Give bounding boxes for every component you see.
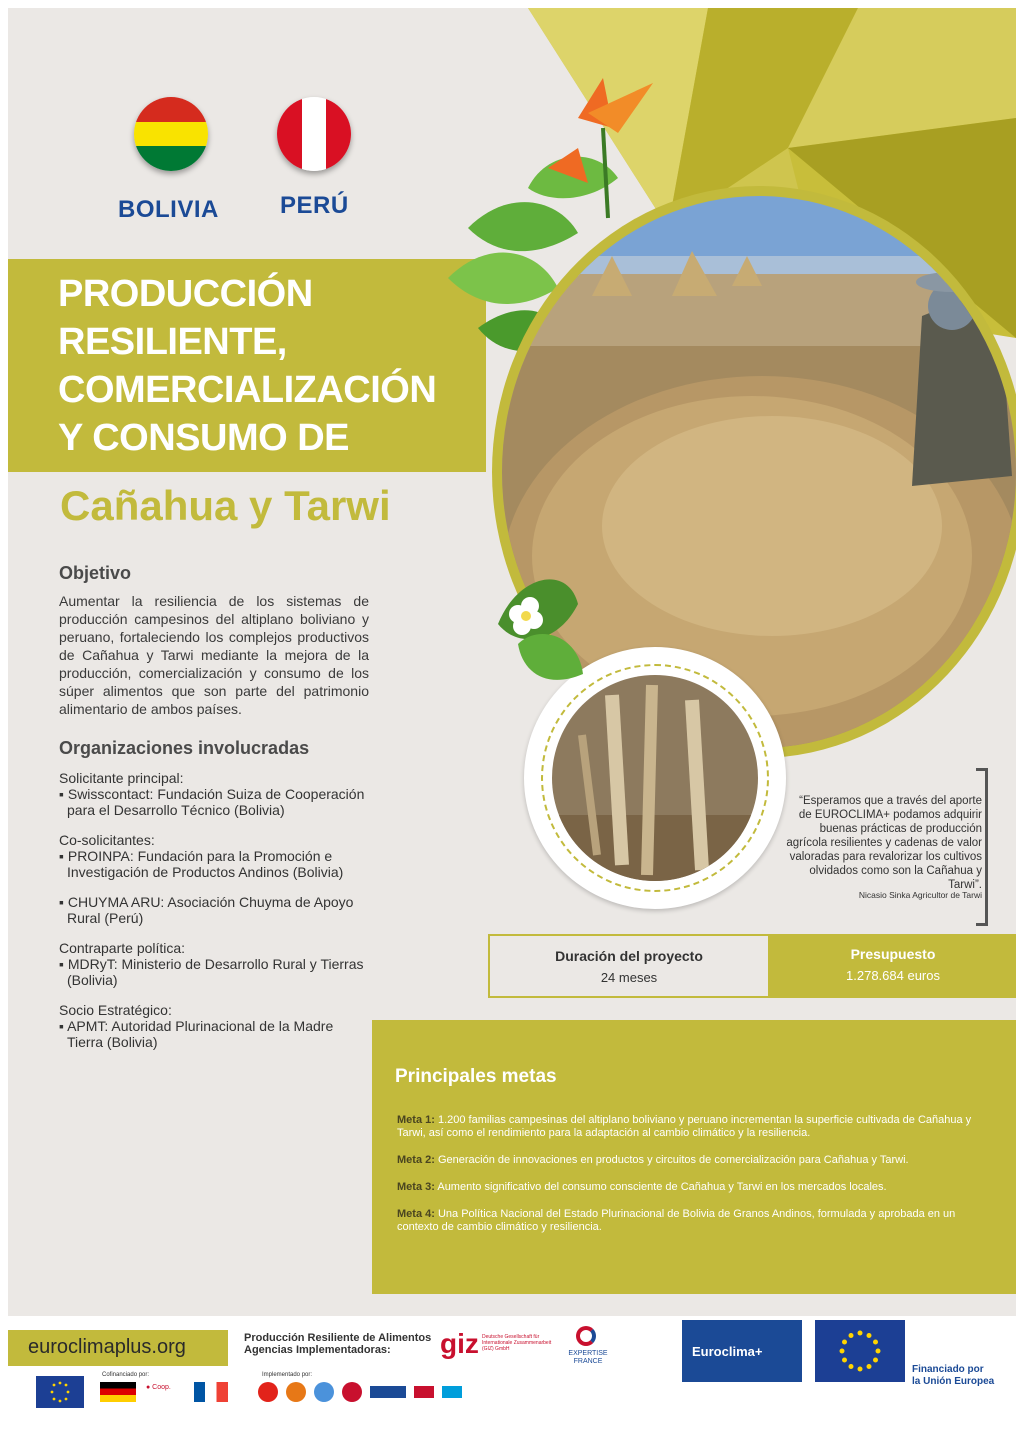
expertise-france-logo: EXPERTISE FRANCE: [568, 1350, 608, 1365]
duration-box: [488, 934, 770, 998]
org-group-political: Contraparte política: ▪ MDRyT: Ministerio de Desarrollo Rural y Tierras (Bolivia): [59, 940, 364, 988]
expertise-france-icon: [576, 1326, 596, 1346]
un-logo-icon: [314, 1382, 334, 1402]
goals-panel: [372, 1020, 1016, 1294]
bolivia-flag-icon: [134, 97, 208, 171]
page-subtitle: Cañahua y Tarwi: [60, 482, 391, 529]
tarwi-photo-dashed-ring: [541, 664, 769, 892]
un-environment-logo-icon: [442, 1386, 462, 1398]
budget-label: Presupuesto: [850, 946, 936, 962]
expertise-logo-icon: [342, 1382, 362, 1402]
peru-flag-icon: [277, 97, 351, 171]
organizations-heading: Organizaciones involucradas: [59, 738, 310, 758]
implementers-logos: [258, 1380, 498, 1404]
afd-logo-icon: [286, 1382, 306, 1402]
giz-small-logo-icon: [414, 1386, 434, 1398]
goal-item: Meta 2: Generación de innovaciones en productos y circuitos de comercialización para Cañahua y Tarwi.: [397, 1154, 909, 1166]
aecid-logo-icon: [258, 1382, 278, 1402]
footer-title: Producción Resiliente de Alimentos Agencias Implementadoras:: [244, 1332, 432, 1356]
cooperacion-espanola-logo-icon: ● Coop.: [146, 1384, 171, 1391]
goals-heading: Principales metas: [395, 1066, 557, 1087]
objective-heading: Objetivo: [59, 563, 132, 583]
implemented-label: Implementado por:: [262, 1372, 313, 1378]
eu-flag-icon: [815, 1320, 905, 1382]
poster: [8, 8, 1016, 1316]
flower-leaf-decoration-icon: [478, 564, 588, 694]
org-group-main: Solicitante principal: ▪ Swisscontact: Fundación Suiza de Cooperación para el Desarrollo Técnico (Bolivia): [59, 770, 365, 818]
country-bolivia: BOLIVIA: [118, 196, 219, 223]
organizations-list: [59, 770, 369, 1064]
footer: [0, 1316, 1024, 1442]
cofinanced-label: Cofinanciado por:: [102, 1372, 150, 1378]
org-group-co: Co-solicitantes: ▪ PROINPA: Fundación para la Promoción e Investigación de Productos Andinos (Bolivia) ▪ CHUYMA ARU: Asociación Chuyma de Apoyo Rural (Perú): [59, 832, 354, 926]
goal-item: Meta 4: Una Política Nacional del Estado Plurinacional de Bolivia de Granos Andinos, formulada y aprobada en un contexto de cambio climático y resiliencia.: [397, 1208, 956, 1233]
budget-value: 1.278.684 euros: [846, 968, 940, 983]
quote-text: “Esperamos que a través del aporte de EUROCLIMA+ podamos adquirir buenas prácticas de producción agrícola resilientes y cadenas de valor valoradas para revalorizar los cultivos olvidados como son la Cañahua y Tarwi”.: [786, 795, 982, 891]
euroclima-logo: Euroclima+: [682, 1320, 802, 1382]
country-peru: PERÚ: [280, 192, 349, 219]
germany-logo-icon: [100, 1382, 136, 1402]
france-logo-icon: [194, 1382, 228, 1402]
giz-logo-text: Deutsche Gesellschaft für Internationale Zusammenarbeit (GIZ) GmbH: [482, 1334, 552, 1352]
goal-item: Meta 3: Aumento significativo del consumo consciente de Cañahua y Tarwi en los mercados locales.: [397, 1181, 887, 1193]
quote-author: Nicasio Sinka Agricultor de Tarwi: [858, 890, 982, 900]
giz-logo: giz: [440, 1328, 479, 1359]
duration-value: 24 meses: [600, 970, 658, 985]
budget-box: [770, 934, 1016, 998]
org-group-strategic: Socio Estratégico: ▪ APMT: Autoridad Plurinacional de la Madre Tierra (Bolivia): [59, 1002, 334, 1050]
website-link[interactable]: euroclimaplus.org: [28, 1336, 186, 1358]
objective-text: Aumentar la resiliencia de los sistemas de producción campesinos del altiplano boliviano y peruano, fortaleciendo los complejos productivos de Cañahua y Tarwi mediante la mejora de la producción, comercialización y consumo de los súper alimentos que son parte del patrimonio alimentario de ambos países.: [59, 593, 369, 717]
page-title: PRODUCCIÓN RESILIENTE, COMERCIALIZACIÓN Y CONSUMO DE: [58, 273, 437, 459]
funded-by-eu: Financiado por la Unión Europea: [912, 1364, 995, 1387]
fiiapp-logo-icon: [370, 1386, 406, 1398]
duration-label: Duración del proyecto: [555, 948, 703, 964]
goals-list: [397, 1114, 987, 1248]
eu-flag-small-icon: [36, 1376, 84, 1408]
quote-bracket: [976, 768, 988, 926]
goal-item: Meta 1: 1.200 familias campesinas del altiplano boliviano y peruano incrementan la superficie cultivada de Cañahua y Tarwi, así como el rendimiento para la adaptación al cambio climático y la resiliencia.: [397, 1114, 972, 1139]
